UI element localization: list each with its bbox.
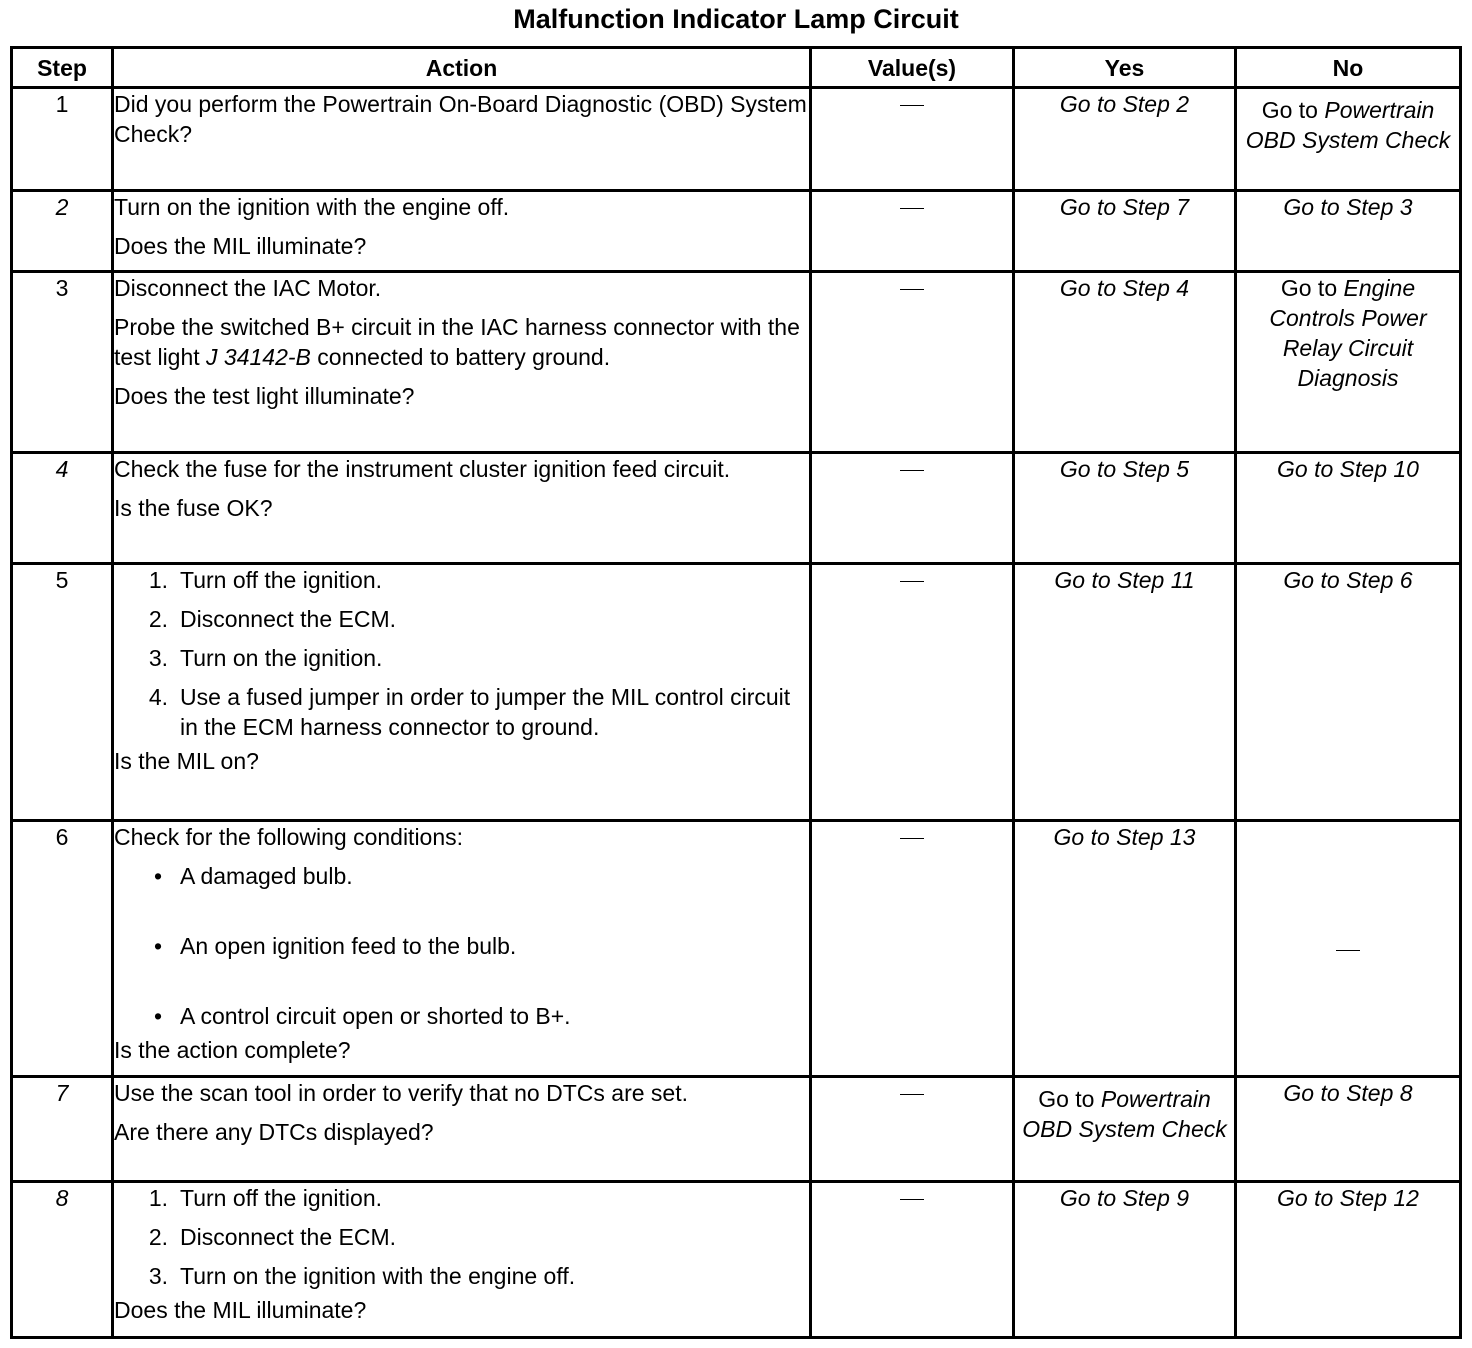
yes-link[interactable]: Go to Step 2 bbox=[1059, 91, 1190, 117]
bullet-list bbox=[114, 861, 809, 1031]
action-cell bbox=[113, 272, 811, 453]
list-text: Disconnect the ECM. bbox=[180, 606, 397, 632]
bullet-mark: • bbox=[153, 1003, 162, 1029]
step-number bbox=[12, 1182, 113, 1338]
list-item bbox=[114, 565, 809, 595]
list-text: A damaged bulb. bbox=[180, 863, 353, 889]
table-header-row bbox=[12, 48, 1461, 88]
yes-link[interactable]: Go to Step 11 bbox=[1054, 567, 1195, 593]
action-text-part: Probe the switched B+ circuit in the IAC harness connector with the test light bbox=[114, 314, 800, 370]
action-text: Turn on the ignition with the engine off. bbox=[114, 194, 510, 220]
action-text: Did you perform the Powertrain On-Board Diagnostic (OBD) System Check? bbox=[114, 91, 807, 147]
action-cell bbox=[113, 453, 811, 564]
no-prefix: Go to bbox=[1261, 97, 1318, 123]
list-item bbox=[114, 682, 809, 742]
value-cell bbox=[811, 1182, 1014, 1338]
yes-cell bbox=[1014, 191, 1236, 272]
table-row bbox=[12, 191, 1461, 272]
action-question: Is the action complete? bbox=[114, 1037, 351, 1063]
list-text: Turn off the ignition. bbox=[180, 1185, 383, 1211]
action-question: Does the test light illuminate? bbox=[114, 383, 415, 409]
header-action: Action bbox=[113, 48, 811, 88]
list-item bbox=[114, 861, 809, 891]
table-row bbox=[12, 564, 1461, 821]
dash-mark bbox=[900, 289, 924, 290]
numbered-list bbox=[114, 565, 809, 742]
yes-cell bbox=[1014, 564, 1236, 821]
action-cell bbox=[113, 191, 811, 272]
bullet-mark: • bbox=[153, 933, 162, 959]
step-number: 5 bbox=[12, 564, 113, 821]
value-cell bbox=[811, 453, 1014, 564]
action-text: Check the fuse for the instrument cluster ignition feed circuit. bbox=[114, 456, 731, 482]
step-number-text: 7 bbox=[55, 1080, 69, 1106]
no-link[interactable]: Go to Step 12 bbox=[1277, 1185, 1419, 1211]
yes-link[interactable]: Go to Step 4 bbox=[1059, 275, 1190, 301]
yes-link[interactable]: Go to Step 13 bbox=[1053, 824, 1196, 850]
yes-cell bbox=[1014, 1077, 1236, 1182]
action-text bbox=[114, 312, 809, 372]
no-cell bbox=[1236, 821, 1461, 1077]
list-item bbox=[114, 931, 809, 961]
action-question: Does the MIL illuminate? bbox=[114, 1297, 367, 1323]
step-number bbox=[12, 191, 113, 272]
yes-link[interactable]: Go to Step 7 bbox=[1059, 194, 1190, 220]
step-number bbox=[12, 1077, 113, 1182]
value-cell bbox=[811, 191, 1014, 272]
action-text: Disconnect the IAC Motor. bbox=[114, 275, 382, 301]
page-title: Malfunction Indicator Lamp Circuit bbox=[513, 4, 959, 34]
step-number bbox=[12, 453, 113, 564]
list-text: Disconnect the ECM. bbox=[180, 1224, 397, 1250]
no-link[interactable]: Go to Step 10 bbox=[1277, 456, 1419, 482]
action-cell bbox=[113, 564, 811, 821]
yes-cell bbox=[1014, 1182, 1236, 1338]
bullet-mark: • bbox=[153, 863, 162, 889]
list-number: 3. bbox=[148, 1263, 168, 1289]
value-cell bbox=[811, 272, 1014, 453]
list-item bbox=[114, 1001, 809, 1031]
step-number: 1 bbox=[12, 88, 113, 191]
action-cell bbox=[113, 88, 811, 191]
no-link[interactable]: Engine Controls Power Relay Circuit Diagnosis bbox=[1269, 275, 1427, 391]
no-cell bbox=[1236, 1077, 1461, 1182]
yes-link[interactable]: Go to Step 5 bbox=[1059, 456, 1190, 482]
list-item bbox=[114, 1261, 809, 1291]
list-item bbox=[114, 604, 809, 634]
header-step: Step bbox=[12, 48, 113, 88]
dash-mark bbox=[900, 1094, 924, 1095]
table-row bbox=[12, 821, 1461, 1077]
no-cell bbox=[1236, 564, 1461, 821]
no-link[interactable]: Go to Step 3 bbox=[1283, 194, 1413, 220]
action-cell bbox=[113, 821, 811, 1077]
list-text: Turn off the ignition. bbox=[180, 567, 383, 593]
table-row bbox=[12, 272, 1461, 453]
no-cell bbox=[1236, 272, 1461, 453]
no-link[interactable]: Go to Step 8 bbox=[1283, 1080, 1413, 1106]
action-cell bbox=[113, 1077, 811, 1182]
numbered-list bbox=[114, 1183, 809, 1291]
header-yes: Yes bbox=[1014, 48, 1236, 88]
step-number-text: 8 bbox=[55, 1185, 69, 1211]
list-number: 4. bbox=[148, 684, 168, 710]
table-row bbox=[12, 1077, 1461, 1182]
table-row bbox=[12, 453, 1461, 564]
list-number: 1. bbox=[148, 567, 168, 593]
yes-cell bbox=[1014, 821, 1236, 1077]
table-row bbox=[12, 88, 1461, 191]
list-item bbox=[114, 643, 809, 673]
dash-mark bbox=[900, 838, 924, 839]
no-link[interactable]: Go to Step 6 bbox=[1283, 567, 1413, 593]
dash-mark bbox=[900, 470, 924, 471]
list-text: Turn on the ignition with the engine off. bbox=[180, 1263, 576, 1289]
action-question: Are there any DTCs displayed? bbox=[114, 1119, 434, 1145]
yes-link[interactable]: Powertrain OBD System Check bbox=[1022, 1086, 1227, 1142]
no-prefix: Go to bbox=[1280, 275, 1338, 301]
list-text: A control circuit open or shorted to B+. bbox=[180, 1003, 571, 1029]
dash-mark bbox=[900, 1199, 924, 1200]
value-cell bbox=[811, 564, 1014, 821]
list-text: An open ignition feed to the bulb. bbox=[180, 933, 517, 959]
list-number: 2. bbox=[148, 606, 168, 632]
list-item bbox=[114, 1183, 809, 1213]
action-question: Does the MIL illuminate? bbox=[114, 233, 367, 259]
no-cell bbox=[1236, 453, 1461, 564]
yes-cell bbox=[1014, 88, 1236, 191]
step-number-text: 2 bbox=[55, 194, 69, 220]
list-number: 2. bbox=[148, 1224, 168, 1250]
step-number: 3 bbox=[12, 272, 113, 453]
dash-mark bbox=[900, 581, 924, 582]
tool-reference: J 34142-B bbox=[206, 344, 311, 370]
action-cell bbox=[113, 1182, 811, 1338]
yes-prefix: Go to bbox=[1038, 1086, 1095, 1112]
dash-mark bbox=[900, 105, 924, 106]
list-text: Use a fused jumper in order to jumper the MIL control circuit in the ECM harness connector to ground. bbox=[180, 684, 791, 740]
no-cell bbox=[1236, 191, 1461, 272]
diagnostic-table bbox=[10, 46, 1462, 1339]
no-link[interactable]: Powertrain OBD System Check bbox=[1245, 97, 1451, 153]
yes-link[interactable]: Go to Step 9 bbox=[1059, 1185, 1190, 1211]
value-cell bbox=[811, 88, 1014, 191]
yes-cell bbox=[1014, 453, 1236, 564]
list-number: 3. bbox=[148, 645, 168, 671]
action-text: Use the scan tool in order to verify that no DTCs are set. bbox=[114, 1080, 688, 1106]
action-text-part: connected to battery ground. bbox=[317, 344, 611, 370]
value-cell bbox=[811, 821, 1014, 1077]
step-number: 6 bbox=[12, 821, 113, 1077]
dash-mark bbox=[1336, 950, 1360, 951]
no-cell bbox=[1236, 1182, 1461, 1338]
step-number-text: 4 bbox=[55, 456, 69, 482]
header-no: No bbox=[1236, 48, 1461, 88]
action-question: Is the MIL on? bbox=[114, 748, 259, 774]
action-question: Is the fuse OK? bbox=[114, 495, 273, 521]
list-item bbox=[114, 1222, 809, 1252]
action-text: Check for the following conditions: bbox=[114, 824, 464, 850]
no-cell bbox=[1236, 88, 1461, 191]
yes-cell bbox=[1014, 272, 1236, 453]
dash-mark bbox=[900, 208, 924, 209]
table-row bbox=[12, 1182, 1461, 1338]
header-values: Value(s) bbox=[811, 48, 1014, 88]
list-text: Turn on the ignition. bbox=[180, 645, 383, 671]
list-number: 1. bbox=[148, 1185, 168, 1211]
value-cell bbox=[811, 1077, 1014, 1182]
